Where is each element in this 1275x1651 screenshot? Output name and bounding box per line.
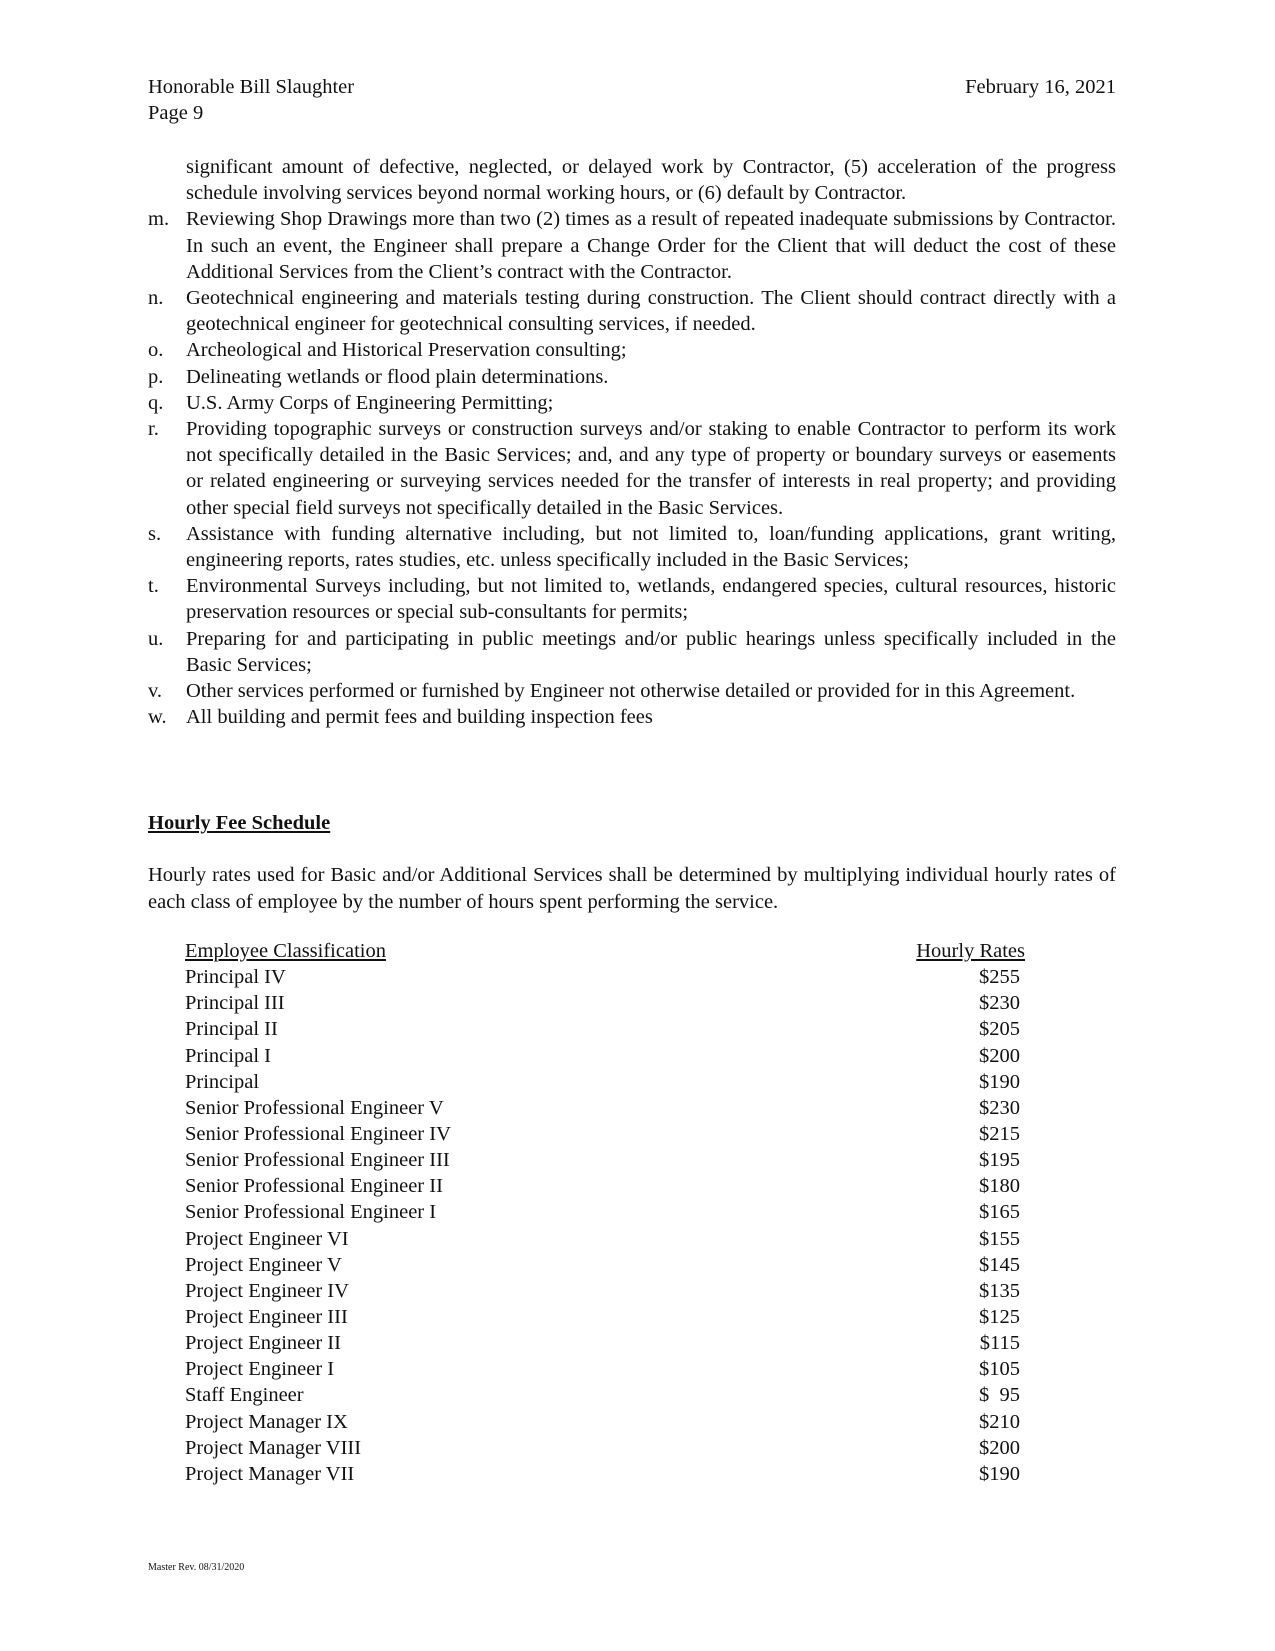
list-item-text: U.S. Army Corps of Engineering Permitting; bbox=[186, 391, 554, 414]
table-row bbox=[185, 1095, 1025, 1121]
employee-classification: Senior Professional Engineer II bbox=[185, 1175, 443, 1198]
table-row bbox=[185, 1147, 1025, 1173]
hourly-rate: $230 bbox=[979, 1096, 1020, 1119]
hourly-rate: $195 bbox=[979, 1149, 1020, 1172]
hourly-rate: $135 bbox=[979, 1279, 1020, 1302]
hourly-rate: $145 bbox=[979, 1253, 1020, 1276]
revision-footer: Master Rev. 08/31/2020 bbox=[148, 1562, 245, 1573]
list-item-marker: v. bbox=[148, 680, 163, 703]
hourly-rate: $210 bbox=[979, 1410, 1020, 1433]
list-item-text: Reviewing Shop Drawings more than two (2) times as a result of repeated inadequate submissions by Contractor. In such an event, the Engineer shall prepare a Change Order for the Client that will deduct the cost of these Additional Services from the Client’s contract with the Contractor. bbox=[186, 208, 1116, 283]
table-row bbox=[185, 1252, 1025, 1278]
list-item bbox=[148, 390, 1116, 416]
list-item bbox=[148, 678, 1116, 704]
table-row bbox=[185, 1043, 1025, 1069]
hourly-rate: $200 bbox=[979, 1436, 1020, 1459]
employee-classification: Project Engineer III bbox=[185, 1305, 348, 1328]
table-row bbox=[185, 1382, 1025, 1408]
table-row bbox=[185, 990, 1025, 1016]
hourly-rate: $125 bbox=[979, 1305, 1020, 1328]
hourly-rate: $ 95 bbox=[979, 1384, 1020, 1407]
list-item-text: Environmental Surveys including, but not limited to, wetlands, endangered species, cultural resources, historic preservation resources or special sub-consultants for permits; bbox=[186, 575, 1116, 624]
employee-classification: Project Manager IX bbox=[185, 1410, 348, 1433]
list-item-marker: t. bbox=[148, 575, 159, 598]
list-item-marker: w. bbox=[148, 706, 167, 729]
employee-classification: Staff Engineer bbox=[185, 1384, 304, 1407]
list-item bbox=[148, 285, 1116, 337]
hourly-rate: $155 bbox=[979, 1227, 1020, 1250]
table-row bbox=[185, 1121, 1025, 1147]
employee-classification: Senior Professional Engineer III bbox=[185, 1149, 450, 1172]
list-item-text: Geotechnical engineering and materials testing during construction. The Client should contract directly with a geotechnical engineer for geotechnical consulting services, if needed. bbox=[186, 287, 1116, 336]
table-body bbox=[185, 964, 1025, 1487]
page-number: Page 9 bbox=[148, 102, 204, 124]
list-item-text: All building and permit fees and building inspection fees bbox=[186, 706, 653, 729]
table-row bbox=[185, 1461, 1025, 1487]
additional-services-list bbox=[148, 154, 1116, 730]
list-item bbox=[148, 337, 1116, 363]
list-item bbox=[148, 704, 1116, 730]
hourly-rate: $200 bbox=[979, 1044, 1020, 1067]
hourly-rate: $115 bbox=[979, 1332, 1020, 1355]
hourly-rate: $165 bbox=[979, 1201, 1020, 1224]
hourly-rates-table bbox=[185, 938, 1025, 1487]
list-item-marker: p. bbox=[148, 365, 164, 388]
section-heading: Hourly Fee Schedule bbox=[148, 812, 331, 834]
continued-item-text: significant amount of defective, neglected, or delayed work by Contractor, (5) acceleration of the progress schedule involving services beyond normal working hours, or (6) default by Contractor. bbox=[186, 156, 1116, 205]
employee-classification: Project Manager VII bbox=[185, 1462, 355, 1485]
hourly-rate: $205 bbox=[979, 1018, 1020, 1041]
table-row bbox=[185, 1409, 1025, 1435]
header-left bbox=[148, 74, 354, 126]
fee-schedule-intro: Hourly rates used for Basic and/or Additional Services shall be determined by multiplying individual hourly rates of each class of employee by the number of hours spent performing the service. bbox=[148, 864, 1116, 913]
column-header-classification: Employee Classification bbox=[185, 940, 386, 962]
list-item-text: Providing topographic surveys or construction surveys and/or staking to enable Contractor to perform its work not specifically detailed in the Basic Services; and, and any type of property or boundary surveys or easements or related engineering or surveying services needed for the transfer of interests in real property; and providing other special field surveys not specifically detailed in the Basic Services. bbox=[186, 418, 1116, 519]
employee-classification: Senior Professional Engineer I bbox=[185, 1201, 437, 1224]
employee-classification: Principal II bbox=[185, 1018, 278, 1041]
list-item-text: Other services performed or furnished by Engineer not otherwise detailed or provided for in this Agreement. bbox=[186, 680, 1076, 703]
hourly-rate: $105 bbox=[979, 1358, 1020, 1381]
employee-classification: Principal I bbox=[185, 1044, 271, 1067]
table-row bbox=[185, 1330, 1025, 1356]
hourly-rate: $255 bbox=[979, 966, 1020, 989]
hourly-rate: $180 bbox=[979, 1175, 1020, 1198]
table-row bbox=[185, 1356, 1025, 1382]
list-item bbox=[148, 521, 1116, 573]
hourly-rate: $215 bbox=[979, 1122, 1020, 1145]
table-row bbox=[185, 1069, 1025, 1095]
employee-classification: Project Engineer IV bbox=[185, 1279, 349, 1302]
list-item bbox=[148, 626, 1116, 678]
table-row bbox=[185, 1435, 1025, 1461]
table-row bbox=[185, 1016, 1025, 1042]
list-item-marker: n. bbox=[148, 287, 164, 310]
employee-classification: Principal bbox=[185, 1070, 260, 1093]
list-item bbox=[148, 364, 1116, 390]
table-row bbox=[185, 1173, 1025, 1199]
list-item-text: Assistance with funding alternative including, but not limited to, loan/funding applications, grant writing, engineering reports, rates studies, etc. unless specifically included in the Basic Services; bbox=[186, 522, 1116, 572]
list-item-marker: q. bbox=[148, 391, 164, 414]
table-header-row bbox=[185, 938, 1025, 964]
employee-classification: Project Engineer II bbox=[185, 1332, 341, 1355]
list-item-marker: s. bbox=[148, 522, 162, 545]
table-row bbox=[185, 1304, 1025, 1330]
list-item-marker: r. bbox=[148, 418, 159, 441]
employee-classification: Project Manager VIII bbox=[185, 1436, 362, 1459]
list-item bbox=[148, 206, 1116, 285]
list-item-text: Delineating wetlands or flood plain determinations. bbox=[186, 365, 609, 388]
table-row bbox=[185, 964, 1025, 990]
employee-classification: Principal III bbox=[185, 992, 285, 1015]
list-item-marker: u. bbox=[148, 627, 164, 650]
table-row bbox=[185, 1278, 1025, 1304]
hourly-rate: $190 bbox=[979, 1462, 1020, 1485]
employee-classification: Project Engineer I bbox=[185, 1358, 335, 1381]
hourly-rate: $230 bbox=[979, 992, 1020, 1015]
employee-classification: Project Engineer V bbox=[185, 1253, 342, 1276]
hourly-rate: $190 bbox=[979, 1070, 1020, 1093]
table-row bbox=[185, 1226, 1025, 1252]
list-item-text: Archeological and Historical Preservation consulting; bbox=[186, 339, 627, 362]
list-item bbox=[148, 573, 1116, 625]
employee-classification: Senior Professional Engineer IV bbox=[185, 1122, 451, 1145]
list-item-text: Preparing for and participating in public meetings and/or public hearings unless specifically included in the Basic Services; bbox=[186, 627, 1116, 676]
employee-classification: Senior Professional Engineer V bbox=[185, 1096, 444, 1119]
addressee: Honorable Bill Slaughter bbox=[148, 76, 355, 98]
employee-classification: Principal IV bbox=[185, 966, 286, 989]
column-header-rates: Hourly Rates bbox=[916, 940, 1025, 962]
header-date: February 16, 2021 bbox=[965, 76, 1116, 98]
list-item-marker: m. bbox=[148, 208, 170, 231]
list-item-marker: o. bbox=[148, 339, 164, 362]
table-row bbox=[185, 1199, 1025, 1225]
list-item bbox=[148, 416, 1116, 521]
employee-classification: Project Engineer VI bbox=[185, 1227, 349, 1250]
